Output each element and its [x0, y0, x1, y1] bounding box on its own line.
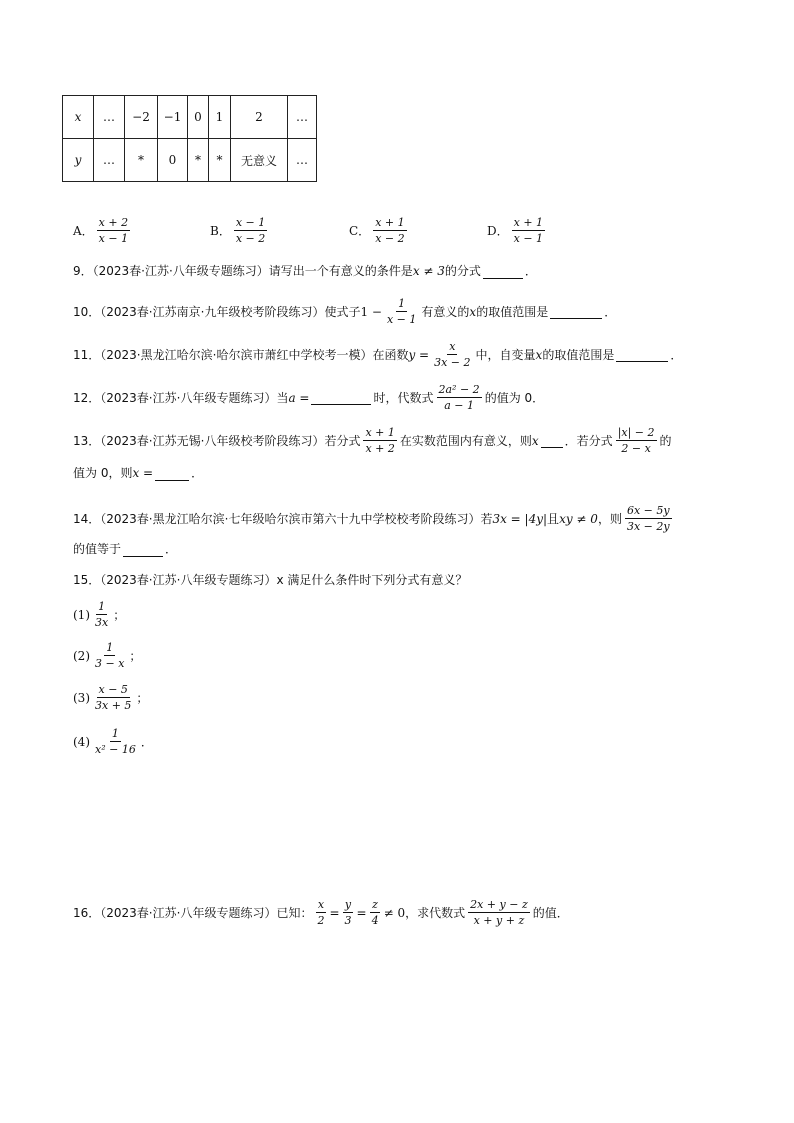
- question-16: [73, 898, 569, 927]
- table-cell: 0: [158, 139, 188, 182]
- numerator: 1: [398, 297, 406, 310]
- question-text: 15．（2023春·江苏·八年级专题练习）x 满足什么条件时下列分式有意义？: [73, 573, 468, 587]
- denominator: 2: [317, 914, 325, 927]
- item-label: (1): [73, 607, 90, 622]
- question-text: 值为 0，则: [73, 466, 133, 480]
- question-text: 在实数范围内有意义，则: [399, 433, 532, 448]
- numerator: x − 1: [235, 216, 266, 229]
- numerator: x + 2: [98, 216, 129, 229]
- table-cell: 无意义: [231, 139, 288, 182]
- question-text: 的: [659, 433, 672, 448]
- question-11: [73, 340, 682, 369]
- numerator: 2a² − 2: [438, 383, 480, 396]
- question-15-item-2: [73, 641, 141, 670]
- numerator: y: [344, 898, 352, 911]
- denominator: x + y + z: [473, 914, 525, 927]
- question-9: [73, 262, 537, 280]
- math-condition: x ≠ 3: [412, 264, 445, 278]
- denominator: 3: [344, 914, 352, 927]
- question-text: 的值等于: [73, 542, 122, 556]
- table-cell: …: [94, 96, 125, 139]
- option-label: A．: [73, 224, 94, 238]
- punctuation: ；: [113, 608, 126, 622]
- denominator: a − 1: [444, 399, 474, 412]
- question-13: [73, 426, 672, 455]
- numerator: |x| − 2: [617, 426, 655, 439]
- question-12: [73, 383, 544, 412]
- denominator: x − 2: [375, 232, 405, 245]
- question-15: [73, 571, 467, 589]
- option-c: [349, 216, 410, 245]
- answer-blank[interactable]: [483, 264, 523, 279]
- question-text: 16．（2023春·江苏·八年级专题练习）已知：: [73, 905, 313, 920]
- option-label: C．: [349, 224, 371, 238]
- question-text: 中，自变量: [475, 347, 536, 362]
- denominator: 4: [371, 914, 379, 927]
- question-text: 10．（2023春·江苏南京·九年级校考阶段练习）使式子: [73, 304, 361, 319]
- denominator: x − 1: [98, 232, 129, 245]
- math-variable: x: [531, 433, 539, 448]
- table-cell: −1: [158, 96, 188, 139]
- answer-blank[interactable]: [311, 390, 371, 405]
- denominator: 3x: [95, 616, 109, 629]
- question-text: 的取值范围是: [476, 304, 549, 319]
- denominator: 3 − x: [95, 657, 125, 670]
- option-fraction: [97, 216, 130, 245]
- punctuation: ；: [129, 649, 142, 663]
- math-condition: xy ≠ 0: [559, 511, 598, 526]
- table-cell: −2: [125, 96, 158, 139]
- table-cell: …: [288, 139, 317, 182]
- math-variable: x: [469, 304, 477, 319]
- table-cell: …: [288, 96, 317, 139]
- math-fraction: [437, 383, 482, 412]
- question-text: 9．（2023春·江苏·八年级专题练习）请写出一个有意义的条件是: [73, 264, 413, 278]
- denominator: x − 2: [235, 232, 266, 245]
- numerator: x − 5: [98, 683, 128, 696]
- answer-blank[interactable]: [155, 466, 189, 481]
- answer-blank[interactable]: [550, 304, 602, 319]
- math-expr: a =: [288, 390, 310, 405]
- math-operator: =: [329, 905, 340, 920]
- question-text: ，求代数式: [405, 905, 466, 920]
- table-cell: 1: [209, 96, 231, 139]
- math-condition: ≠ 0: [383, 905, 406, 920]
- question-text: 的分式: [444, 264, 481, 278]
- math-variable: x: [535, 347, 543, 362]
- punctuation: ．: [191, 466, 204, 480]
- question-15-item-4: [73, 727, 153, 756]
- math-expr: 1 −: [360, 304, 382, 319]
- table-cell: 0: [188, 96, 209, 139]
- question-15-item-3: [73, 683, 148, 712]
- numerator: 1: [106, 641, 114, 654]
- question-15-item-1: [73, 600, 125, 629]
- table-cell: x: [63, 96, 94, 139]
- question-text: ，则: [597, 511, 622, 526]
- denominator: 3x + 5: [95, 699, 132, 712]
- table-cell: *: [125, 139, 158, 182]
- option-b: [210, 216, 270, 245]
- question-text: 的值．: [532, 905, 569, 920]
- denominator: 3x − 2: [434, 356, 471, 369]
- denominator: x + 2: [365, 442, 395, 455]
- math-condition: 3x = |4y|: [492, 511, 548, 526]
- option-fraction: [234, 216, 267, 245]
- denominator: x² − 16: [95, 743, 136, 756]
- answer-blank[interactable]: [541, 433, 563, 448]
- question-text: 时，代数式: [373, 390, 434, 405]
- item-label: (4): [73, 734, 90, 749]
- numerator: 1: [111, 727, 119, 740]
- question-text: 的取值范围是: [542, 347, 615, 362]
- table-cell: *: [188, 139, 209, 182]
- math-fraction: [616, 426, 657, 455]
- math-fraction: [468, 898, 530, 927]
- math-fraction: [315, 898, 326, 927]
- math-fraction: [93, 600, 110, 629]
- item-label: (2): [73, 648, 90, 663]
- numerator: 6x − 5y: [626, 504, 670, 517]
- question-10: [73, 297, 616, 326]
- question-text: 有意义的: [421, 304, 470, 319]
- question-text: 11．（2023·黑龙江哈尔滨·哈尔滨市萧红中学校考一模）在函数: [73, 347, 409, 362]
- denominator: x − 1: [513, 232, 544, 245]
- numerator: x + 1: [375, 216, 405, 229]
- answer-blank[interactable]: [123, 542, 163, 557]
- numerator: 2x + y − z: [470, 898, 528, 911]
- option-fraction: [512, 216, 545, 245]
- item-label: (3): [73, 690, 90, 705]
- question-14-line2: [73, 540, 177, 558]
- math-fraction: [385, 297, 418, 326]
- numerator: x: [449, 340, 456, 353]
- option-fraction: [373, 216, 406, 245]
- numerator: z: [372, 898, 378, 911]
- math-fraction: [93, 727, 138, 756]
- math-fraction: [370, 898, 381, 927]
- math-fraction: [432, 340, 472, 369]
- math-operator: =: [356, 905, 367, 920]
- denominator: 3x − 2y: [626, 520, 670, 533]
- punctuation: ．: [670, 347, 683, 362]
- value-table: [62, 95, 317, 182]
- option-d: [487, 216, 548, 245]
- answer-blank[interactable]: [616, 347, 668, 362]
- numerator: x + 1: [365, 426, 395, 439]
- punctuation: ．: [524, 264, 537, 278]
- math-fraction: [93, 683, 133, 712]
- table-row-y: [63, 139, 317, 182]
- question-text: 13．（2023春·江苏无锡·八年级校考阶段练习）若分式: [73, 433, 361, 448]
- table-row-x: [63, 96, 317, 139]
- question-13-line2: [73, 464, 203, 482]
- question-text: ．若分式: [564, 433, 613, 448]
- table-cell: …: [94, 139, 125, 182]
- numerator: 1: [98, 600, 106, 613]
- numerator: x: [317, 898, 325, 911]
- option-label: B．: [210, 224, 231, 238]
- math-expr: x =: [132, 466, 154, 480]
- math-fraction: [343, 898, 354, 927]
- option-label: D．: [487, 224, 509, 238]
- question-text: 14．（2023春·黑龙江哈尔滨·七年级哈尔滨市第六十九中学校校考阶段练习）若: [73, 511, 493, 526]
- table-cell: 2: [231, 96, 288, 139]
- option-a: [73, 216, 133, 245]
- table-cell: *: [209, 139, 231, 182]
- math-fraction: [93, 641, 126, 670]
- denominator: x − 1: [386, 313, 417, 326]
- numerator: x + 1: [513, 216, 544, 229]
- math-fraction: [363, 426, 396, 455]
- punctuation: ．: [165, 542, 178, 556]
- math-expr: y =: [408, 347, 430, 362]
- punctuation: ；: [136, 691, 149, 705]
- question-text: 且: [547, 511, 560, 526]
- denominator: 2 − x: [621, 442, 651, 455]
- punctuation: ．: [604, 304, 617, 319]
- table-cell: y: [63, 139, 94, 182]
- punctuation: ．: [140, 735, 153, 749]
- question-14: [73, 504, 675, 533]
- question-text: 的值为 0．: [484, 390, 545, 405]
- math-fraction: [625, 504, 672, 533]
- question-text: 12．（2023春·江苏·八年级专题练习）当: [73, 390, 289, 405]
